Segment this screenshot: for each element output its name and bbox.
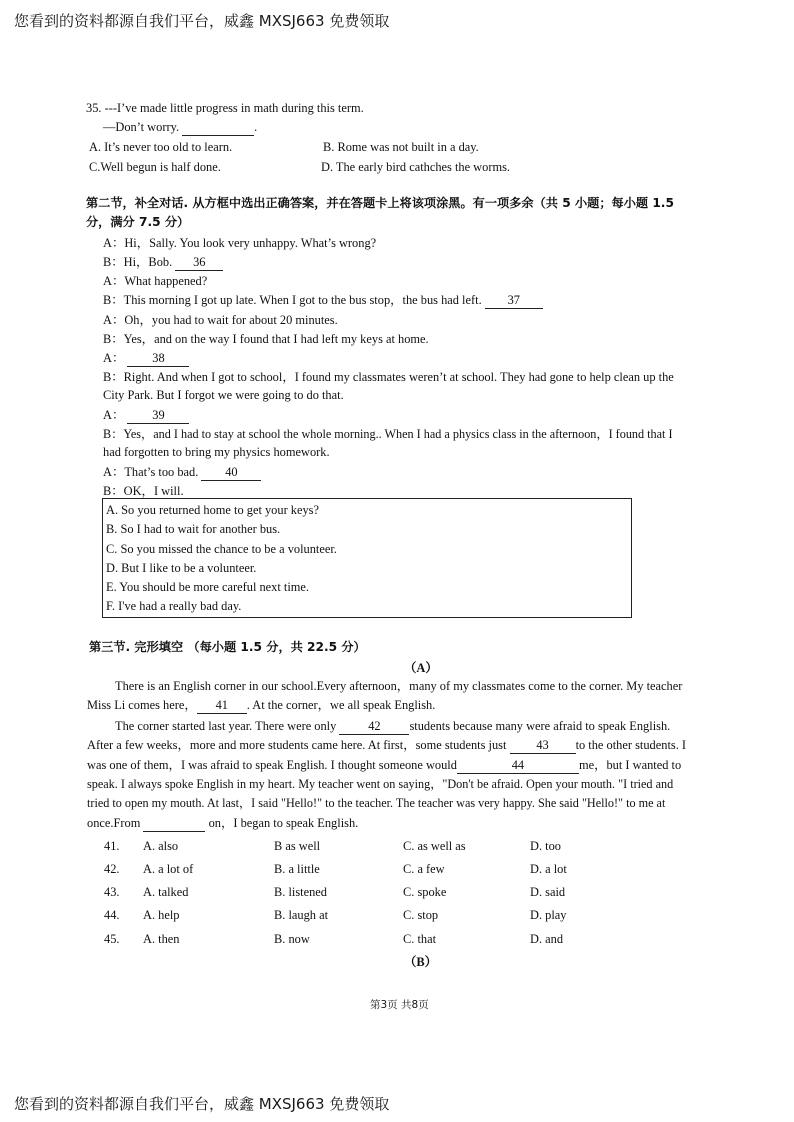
choice-44-a: A. help [143,908,180,922]
passage-line-4-end: to the other students. I [575,738,687,752]
dialogue-line-4 [103,292,543,309]
choice-41-a: A. also [143,839,179,853]
choice-42-num: 42. [104,862,120,876]
q35-text: ---I’ve made little progress in math during this term. [104,101,364,115]
choice-43-d: D. said [530,885,566,899]
passage-line-3-end: students because many were afraid to speak English. [409,719,671,733]
dialogue-line-4-text: B：This morning I got up late. When I got to the bus stop，the bus had left. [103,293,482,307]
passage-line-8 [87,815,358,832]
passage-line-4-start: After a few weeks，more and more students came here. At first，some students just [87,738,507,752]
section3-heading: 第三节. 完形填空 （每小题 1.5 分，共 22.5 分） [89,640,366,654]
dialogue-line-10a: B：Yes，and I had to stay at school the whole morning.. When I had a physics class in the afternoon，I found that I [103,427,673,441]
choice-42-b: B. a little [274,862,320,876]
blank-37[interactable]: 37 [485,292,543,309]
q35-response [103,119,257,136]
passage-line-5 [87,757,681,774]
dialogue-line-9 [103,407,189,424]
q35-blank[interactable] [182,119,254,136]
dialogue-line-2 [103,254,223,271]
passage-line-8-start: once.From [87,816,141,830]
choice-45-c: C. that [403,932,437,946]
dialogue-line-6: B：Yes，and on the way I found that I had left my keys at home. [103,332,429,346]
passage-line-1: There is an English corner in our school.Every afternoon，many of my classmates come to the corner. My teacher [115,679,683,693]
choice-45-a: A. then [143,932,180,946]
choice-43-a: A. talked [143,885,189,899]
box-option-a: A. So you returned home to get your keys? [106,503,320,517]
choice-44-b: B. laugh at [274,908,329,922]
blank-43[interactable]: 43 [510,737,576,754]
dialogue-line-3: A：What happened? [103,274,208,288]
choice-43-c: C. spoke [403,885,447,899]
q35-option-b: B. Rome was not built in a day. [323,140,479,154]
q35-response-prefix: —Don’t worry. [103,120,180,134]
passage-line-5-end: me，but I wanted to [578,758,682,772]
dialogue-line-1: A：Hi，Sally. You look very unhappy. What’s wrong? [103,236,377,250]
choice-41-c: C. as well as [403,839,466,853]
blank-36[interactable]: 36 [175,254,223,271]
blank-38[interactable]: 38 [127,350,189,367]
choice-43-num: 43. [104,885,120,899]
dialogue-line-8a: B：Right. And when I got to school，I found my classmates weren’t at school. They had gone to help clean up the [103,370,674,384]
blank-42[interactable]: 42 [339,718,409,735]
blank-44[interactable]: 44 [457,757,579,774]
passage-line-3 [115,718,670,735]
blank-39[interactable]: 39 [127,407,189,424]
dialogue-line-2-text: B：Hi，Bob. [103,255,173,269]
passage-line-5-start: was one of them，I was afraid to speak English. I thought someone would [87,758,457,772]
dialogue-line-9-speaker: A： [103,408,125,422]
choice-42-a: A. a lot of [143,862,194,876]
choice-44-num: 44. [104,908,120,922]
part-b-label: （B） [404,955,438,969]
box-option-f: F. I've had a really bad day. [106,599,242,613]
box-option-e: E. You should be more careful next time. [106,580,310,594]
q35-option-d: D. The early bird cathches the worms. [321,160,511,174]
part-a-label: （A） [404,661,438,675]
dialogue-line-7-speaker: A： [103,351,125,365]
dialogue-line-11-text: A：That’s too bad. [103,465,199,479]
dialogue-line-5: A：Oh，you had to wait for about 20 minutes. [103,313,338,327]
choice-42-c: C. a few [403,862,445,876]
passage-line-6: speak. I always spoke English in my heart. My teacher went on saying，"Don't be afraid. Open your mouth. "I tried and [87,777,674,791]
choice-41-num: 41. [104,839,120,853]
passage-line-7: tried to open my mouth. At last，I said "Hello!" to the teacher. The teacher was very happy. She said "Hello!" to me at [87,796,666,810]
top-watermark: 您看到的资料都源自我们平台，威鑫 MXSJ663 免费领取 [14,12,390,30]
q35-prompt [86,100,364,116]
box-option-c: C. So you missed the chance to be a volunteer. [106,542,337,556]
choice-43-b: B. listened [274,885,327,899]
blank-45[interactable] [143,815,205,832]
dialogue-line-12: B：OK，I will. [103,484,184,498]
passage-line-2-start: Miss Li comes here， [87,698,197,712]
choice-42-d: D. a lot [530,862,567,876]
dialogue-line-7 [103,350,189,367]
box-option-d: D. But I like to be a volunteer. [106,561,257,575]
choice-41-d: D. too [530,839,561,853]
box-option-b: B. So I had to wait for another bus. [106,522,281,536]
page-number: 第3页 共8页 [370,999,429,1011]
passage-line-4 [87,737,686,754]
dialogue-line-11 [103,464,261,481]
passage-line-2-end: . At the corner，we all speak English. [246,698,436,712]
passage-line-8-end: on，I began to speak English. [208,816,359,830]
q35-option-a: A. It’s never too old to learn. [89,140,233,154]
blank-40[interactable]: 40 [201,464,261,481]
choice-45-num: 45. [104,932,120,946]
choice-45-b: B. now [274,932,310,946]
choice-41-b: B as well [274,839,321,853]
bottom-watermark: 您看到的资料都源自我们平台，威鑫 MXSJ663 免费领取 [14,1095,390,1113]
choice-44-c: C. stop [403,908,439,922]
choice-44-d: D. play [530,908,567,922]
choice-45-d: D. and [530,932,564,946]
section2-heading-line2: 分，满分 7.5 分） [86,215,190,229]
dialogue-line-10b: had forgotten to bring my physics homework. [103,445,330,459]
q35-number: 35. [86,101,102,115]
passage-line-3-start: The corner started last year. There were only [115,719,337,733]
section2-heading-line1: 第二节，补全对话. 从方框中选出正确答案，并在答题卡上将该项涂黑。有一项多余（共 5 小题；每小题 1.5 [86,196,674,210]
dialogue-line-8b: City Park. But I forgot we were going to do that. [103,388,344,402]
q35-option-c: C.Well begun is half done. [89,160,221,174]
blank-41[interactable]: 41 [197,697,247,714]
passage-line-2 [87,697,435,714]
q35-response-suffix: . [254,120,258,134]
